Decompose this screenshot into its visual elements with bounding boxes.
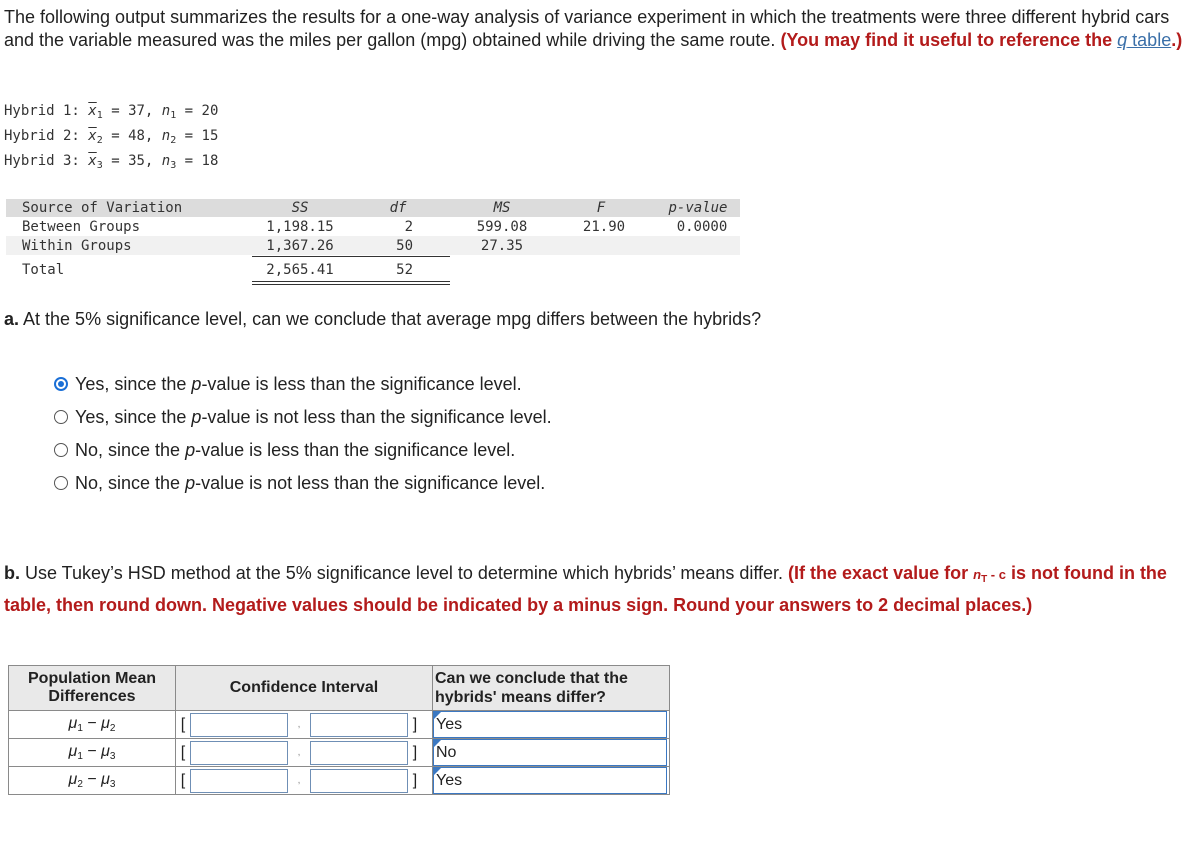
- open-bracket: [: [180, 743, 186, 761]
- part-a-question: [4, 307, 761, 331]
- part-b-nt: n: [973, 567, 982, 582]
- anova-within-source: Within Groups: [22, 238, 132, 254]
- part-a-text: At the 5% significance level, can we conclude that average mpg differs between the hybrids?: [19, 309, 762, 329]
- comma: ,: [297, 719, 301, 730]
- q-table-link-text[interactable]: table: [1127, 30, 1172, 50]
- anova-within-ss: 1,367.26: [266, 238, 334, 254]
- option-a2-pre: Yes, since the: [75, 407, 192, 427]
- q-table-link[interactable]: [1117, 30, 1171, 50]
- anova-header-source: Source of Variation: [22, 200, 183, 216]
- row-2-lower-input[interactable]: [190, 741, 288, 765]
- mu-2b: μ: [101, 743, 110, 760]
- tukey-row-2-answer-cell: [433, 739, 670, 767]
- anova-total-source: Total: [22, 262, 65, 278]
- option-a4[interactable]: [54, 471, 545, 495]
- hybrid-2-n-sub: 2: [170, 135, 177, 146]
- part-b-nt-rest: - c: [987, 567, 1006, 582]
- hybrid-2-line: Hybrid 2: $\overline{x}_2 = 48$, $n_2 = 15$: [4, 128, 219, 146]
- close-bracket: ]: [412, 715, 418, 733]
- part-a-letter: a.: [4, 309, 20, 329]
- anova-between-f: 21.90: [582, 219, 626, 235]
- radio-empty-icon[interactable]: [54, 443, 68, 457]
- part-b-nt-sub: T: [981, 574, 988, 585]
- minus-3: −: [82, 771, 102, 788]
- option-a3-label: [75, 438, 515, 462]
- mu-2a-sub: 1: [77, 751, 83, 762]
- row-1-answer-select[interactable]: Yes: [433, 711, 667, 738]
- comma: ,: [297, 775, 301, 786]
- anova-header-p: p-value: [668, 200, 728, 216]
- mu-3a: μ: [68, 771, 78, 788]
- anova-header-df: df: [389, 200, 407, 216]
- option-a3[interactable]: [54, 438, 515, 462]
- row-1-lower-input[interactable]: [190, 713, 288, 737]
- minus-2: −: [82, 743, 102, 760]
- option-a3-pre: No, since the: [75, 440, 186, 460]
- intro-hint-before: (You may find it useful to reference the: [780, 30, 1118, 50]
- radio-empty-icon[interactable]: [54, 410, 68, 424]
- close-bracket: ]: [412, 771, 418, 789]
- option-a2-post: -value is not less than the significance level.: [201, 407, 552, 427]
- anova-between-df: 2: [404, 219, 413, 235]
- tukey-header-conclude: Can we conclude that the hybrids' means differ?: [433, 666, 670, 711]
- intro-text: The following output summarizes the results for a one-way analysis of variance experiment in which the treatments were three different hybrid cars and the variable measured was the miles per gallon (mpg) obtained while driving the same route.: [4, 7, 1170, 50]
- anova-header-ss: SS: [291, 200, 309, 216]
- tukey-row-1-answer-cell: [433, 711, 670, 739]
- anova-header-f: F: [596, 200, 606, 216]
- part-b-letter: b.: [4, 563, 20, 583]
- row-2-upper-input[interactable]: [310, 741, 408, 765]
- hybrid-3-xbar-sub: 3: [96, 160, 103, 171]
- anova-between-p: 0.0000: [676, 219, 728, 235]
- tukey-header-ci: Confidence Interval: [176, 666, 433, 711]
- hybrid-1-xbar-sub: 1: [96, 110, 103, 121]
- open-bracket: [: [180, 771, 186, 789]
- part-b-hint-1: (If the exact value for: [788, 563, 974, 583]
- option-a1-pre: Yes, since the: [75, 374, 192, 394]
- radio-selected-icon[interactable]: [54, 377, 68, 391]
- anova-between-ss: 1,198.15: [266, 219, 334, 235]
- part-b-hint-2: is not found in the table, then round down. Negative values should be indicated by a minus sign. Round your answers to 2 decimal places.): [4, 563, 1167, 615]
- mu-1b-sub: 2: [109, 723, 116, 734]
- tukey-row: [9, 711, 670, 739]
- minus-1: −: [82, 715, 102, 732]
- tukey-row: [9, 739, 670, 767]
- mu-2b-sub: 3: [109, 751, 116, 762]
- intro-paragraph: [4, 6, 1190, 52]
- option-a4-post: -value is not less than the significance level.: [195, 473, 546, 493]
- hybrid-3-xbar: $\overline{x}$: [88, 153, 97, 169]
- radio-empty-icon[interactable]: [54, 476, 68, 490]
- row-1-upper-input[interactable]: [310, 713, 408, 737]
- row-3-answer-select[interactable]: Yes: [433, 767, 667, 794]
- tukey-row: [9, 767, 670, 795]
- tukey-header-diff: Population Mean Differences: [9, 666, 176, 711]
- part-b-question: [4, 561, 1190, 617]
- mu-2a: μ: [68, 743, 78, 760]
- mu-1b: μ: [101, 715, 110, 732]
- intro-hint-after: .): [1171, 30, 1183, 50]
- tukey-row-3-ci: [176, 767, 433, 795]
- option-a2-p: p: [191, 407, 202, 427]
- option-a2[interactable]: [54, 405, 552, 429]
- option-a4-pre: No, since the: [75, 473, 186, 493]
- hybrid-3-n-sub: 3: [170, 160, 177, 171]
- anova-between-ms: 599.08: [476, 219, 528, 235]
- anova-total-bottom-rule-2: [252, 284, 450, 285]
- anova-within-ms: 27.35: [480, 238, 524, 254]
- tukey-table: [8, 665, 670, 795]
- anova-total-bottom-rule-1: [252, 281, 450, 282]
- hybrid-3-mean: 35: [128, 153, 145, 169]
- option-a3-post: -value is less than the significance level.: [195, 440, 516, 460]
- hybrid-2-n: 15: [201, 128, 219, 144]
- tukey-row-3-label: [9, 767, 176, 795]
- anova-between-source: Between Groups: [22, 219, 141, 235]
- hybrid-3-label: Hybrid 3:: [4, 153, 80, 169]
- open-bracket: [: [180, 715, 186, 733]
- anova-within-df: 50: [396, 238, 413, 254]
- hybrid-1-line: Hybrid 1: $\overline{x}_1 = 37$, $n_1 = 20$: [4, 103, 219, 121]
- hybrid-1-n-sub: 1: [170, 110, 177, 121]
- option-a4-p: p: [185, 473, 196, 493]
- tukey-row-1-ci: [176, 711, 433, 739]
- tukey-row-2-label: [9, 739, 176, 767]
- part-b-text: Use Tukey’s HSD method at the 5% significance level to determine which hybrids’ means differ.: [20, 563, 789, 583]
- mu-3b-sub: 3: [109, 779, 116, 790]
- row-3-lower-input[interactable]: [190, 769, 288, 793]
- hybrid-1-label: Hybrid 1:: [4, 103, 80, 119]
- comma: ,: [297, 747, 301, 758]
- option-a2-label: [75, 405, 552, 429]
- anova-total-df: 52: [396, 262, 413, 278]
- hybrid-2-mean: 48: [128, 128, 145, 144]
- option-a3-p: p: [185, 440, 196, 460]
- close-bracket: ]: [412, 743, 418, 761]
- hybrid-2-label: Hybrid 2:: [4, 128, 80, 144]
- mu-1a: μ: [68, 715, 78, 732]
- tukey-row-3-answer-cell: [433, 767, 670, 795]
- hybrid-2-xbar: $\overline{x}$: [88, 128, 97, 144]
- hybrid-1-n: 20: [201, 103, 219, 119]
- option-a1-post: -value is less than the significance level.: [201, 374, 522, 394]
- anova-total-top-rule: [252, 256, 450, 257]
- anova-header-ms: MS: [493, 200, 511, 216]
- tukey-row-1-label: [9, 711, 176, 739]
- row-2-answer-select[interactable]: No: [433, 739, 667, 766]
- option-a1-p: p: [191, 374, 202, 394]
- hybrid-3-line: Hybrid 3: $\overline{x}_3 = 35$, $n_3 = 18$: [4, 153, 219, 171]
- mu-3a-sub: 2: [77, 779, 83, 790]
- hybrid-1-mean: 37: [128, 103, 145, 119]
- anova-total-ss: 2,565.41: [266, 262, 334, 278]
- intro-hint: [780, 30, 1182, 50]
- tukey-header-row: [9, 666, 670, 711]
- row-3-upper-input[interactable]: [310, 769, 408, 793]
- mu-1a-sub: 1: [77, 723, 83, 734]
- hybrid-1-xbar: $\overline{x}$: [88, 103, 97, 119]
- option-a4-label: [75, 471, 545, 495]
- option-a1-label: [75, 372, 522, 396]
- hybrid-2-xbar-sub: 2: [96, 135, 103, 146]
- mu-3b: μ: [101, 771, 110, 788]
- tukey-row-2-ci: [176, 739, 433, 767]
- q-table-link-q[interactable]: q: [1117, 30, 1128, 50]
- hybrid-3-n: 18: [201, 153, 219, 169]
- option-a1[interactable]: [54, 372, 522, 396]
